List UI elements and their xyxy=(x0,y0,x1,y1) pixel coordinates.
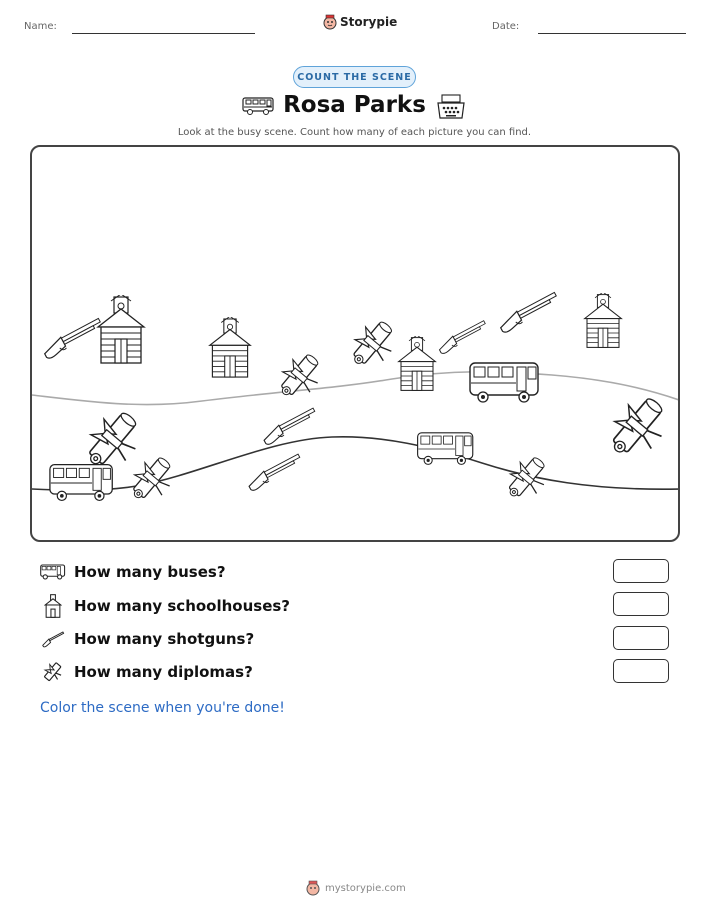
footer xyxy=(306,880,406,896)
answer-box-buses[interactable] xyxy=(613,559,669,583)
question-row-schoolhouses xyxy=(40,595,290,617)
question-row-buses xyxy=(40,561,226,583)
diploma-icon xyxy=(606,391,670,463)
answer-box-schoolhouses[interactable] xyxy=(613,592,669,616)
shotgun-icon xyxy=(434,316,490,356)
schoolhouse-icon xyxy=(96,295,146,365)
question-text: How many buses? xyxy=(74,563,226,581)
schoolhouse-icon xyxy=(40,595,66,617)
bus-icon xyxy=(468,359,542,407)
diploma-icon xyxy=(276,350,324,402)
question-row-diplomas xyxy=(40,661,253,683)
answer-box-diplomas[interactable] xyxy=(613,659,669,683)
date-label: Date: xyxy=(492,21,520,32)
instructions: Look at the busy scene. Count how many of each picture you can find. xyxy=(177,127,532,138)
schoolhouse-icon xyxy=(396,336,438,392)
storypie-mascot-icon xyxy=(323,14,337,30)
footer-url[interactable]: mystorypie.com xyxy=(325,882,406,894)
diploma-icon xyxy=(348,317,398,371)
date-line[interactable] xyxy=(538,33,686,34)
page-title: Rosa Parks xyxy=(283,92,426,118)
brand-name: Storypie xyxy=(340,15,398,29)
shotgun-icon xyxy=(258,403,320,447)
answer-box-shotguns[interactable] xyxy=(613,626,669,650)
shotgun-icon xyxy=(243,449,305,493)
diploma-icon xyxy=(128,453,176,505)
question-text: How many shotguns? xyxy=(74,630,255,648)
schoolhouse-icon xyxy=(208,317,252,379)
name-label: Name: xyxy=(24,21,57,32)
question-row-shotguns xyxy=(40,628,254,650)
count-scene xyxy=(30,145,680,542)
closing-instruction: Color the scene when you're done! xyxy=(40,700,285,716)
diploma-icon xyxy=(504,453,550,503)
typewriter-icon xyxy=(436,94,466,120)
question-text: How many schoolhouses? xyxy=(74,597,291,615)
diploma-icon xyxy=(40,661,66,683)
bus-icon xyxy=(40,561,66,583)
shotgun-icon xyxy=(40,628,66,650)
shotgun-icon xyxy=(494,287,562,335)
brand-logo xyxy=(323,14,397,30)
bus-icon xyxy=(416,429,476,469)
schoolhouse-icon xyxy=(581,293,625,349)
storypie-mascot-icon xyxy=(306,880,320,896)
question-text: How many diplomas? xyxy=(74,663,253,681)
name-line[interactable] xyxy=(72,33,255,34)
activity-badge: COUNT THE SCENE xyxy=(293,66,416,88)
